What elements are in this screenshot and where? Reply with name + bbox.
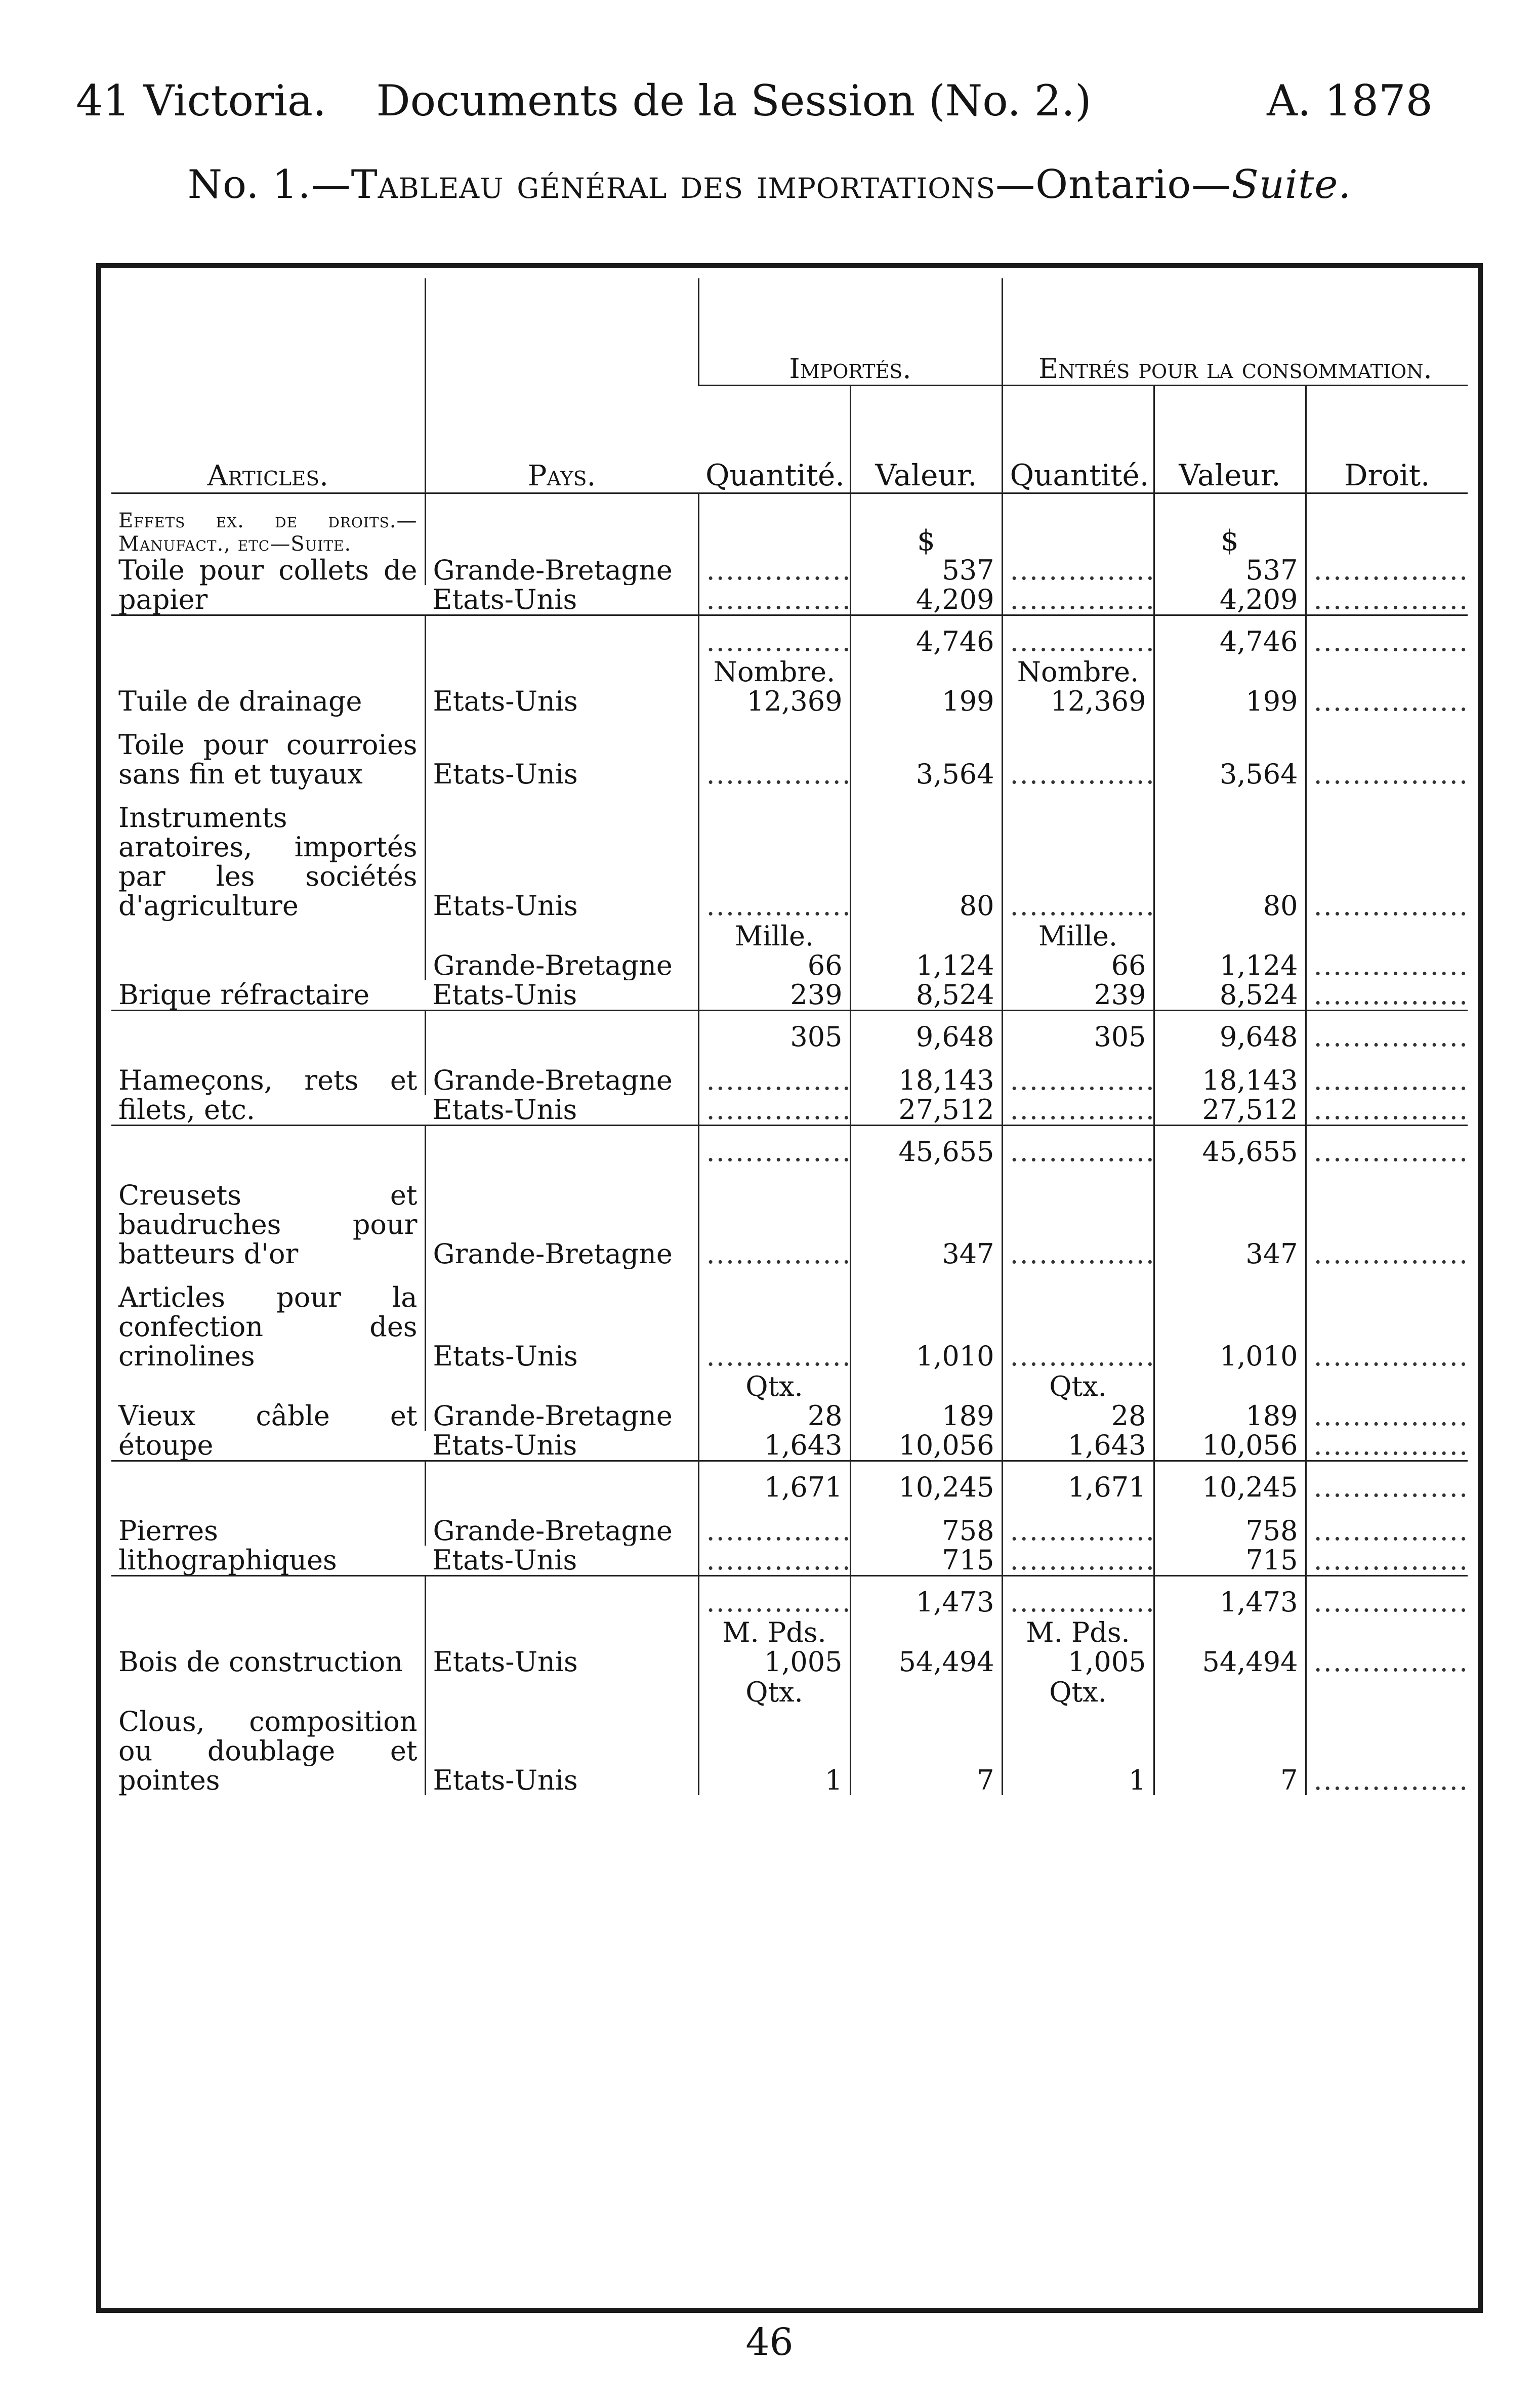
qty-cell: 1 (698, 1707, 850, 1795)
col-importes: Importés. (698, 278, 1002, 386)
col-entres: Entrés pour la consommation. (1002, 278, 1468, 386)
table-frame (96, 263, 1483, 2313)
value-cell: 1,010 (1154, 1283, 1306, 1371)
qty-cell: 1,005 (1002, 1647, 1154, 1677)
header-session-year: 41 Victoria. (76, 76, 326, 126)
pays-label: Grande-Bretagne (425, 1401, 698, 1431)
pays-label: Etats-Unis (425, 730, 698, 789)
total-cell: 45,655 (850, 1126, 1002, 1167)
value-cell: 27,512 (850, 1095, 1002, 1126)
pays-label: Etats-Unis (432, 1431, 577, 1461)
pays-label: Grande-Bretagne (425, 1181, 698, 1269)
value-cell: 199 (1154, 687, 1306, 716)
col-droit: Droit. (1306, 386, 1468, 493)
value-cell: 4,209 (850, 585, 1002, 615)
qty-cell: 28 (1002, 1401, 1154, 1431)
value-cell: 7 (850, 1707, 1002, 1795)
table-title (0, 162, 1539, 207)
total-cell: 1,671 (1002, 1461, 1154, 1503)
value-cell: 715 (1154, 1546, 1306, 1576)
qty-cell: 1,643 (698, 1431, 850, 1461)
pays-label: Etats-Unis (432, 585, 577, 615)
article-creusets: Creusets et baudruches pour batteurs d'or (118, 1179, 418, 1270)
qty-cell: 66 (698, 951, 850, 980)
qty-cell: 1 (1002, 1707, 1154, 1795)
value-cell: 80 (1154, 803, 1306, 921)
value-cell: 715 (850, 1546, 1002, 1576)
total-cell: 1,473 (850, 1576, 1002, 1617)
col-pays: Pays. (425, 278, 698, 493)
pays-label: Etats-Unis (425, 1647, 698, 1677)
qty-cell: 28 (698, 1401, 850, 1431)
value-cell: 1,010 (850, 1283, 1002, 1371)
article-hamecons: Hameçons, rets et filets, etc. (118, 1064, 418, 1126)
value-cell: 758 (850, 1516, 1002, 1546)
col-importes-quantite: Quantité. (698, 386, 850, 493)
value-cell: 1,124 (1154, 951, 1306, 980)
unit-label: Nombre. (698, 656, 850, 687)
value-cell: 3,564 (1154, 730, 1306, 789)
value-cell: 10,056 (1154, 1431, 1306, 1461)
pays-label: Etats-Unis (425, 1283, 698, 1371)
value-cell: 347 (850, 1181, 1002, 1269)
unit-label: Mille. (698, 921, 850, 951)
qty-cell: 1,643 (1002, 1431, 1154, 1461)
header-year: A. 1878 (1267, 76, 1433, 126)
total-cell: 9,648 (850, 1011, 1002, 1052)
total-cell: 1,671 (698, 1461, 850, 1503)
value-cell: 537 (1154, 556, 1306, 585)
total-cell: 10,245 (1154, 1461, 1306, 1503)
qty-cell: 12,369 (1002, 687, 1154, 716)
article-cable: Vieux câble et étoupe (118, 1400, 418, 1461)
value-cell: 1,124 (850, 951, 1002, 980)
total-cell: 45,655 (1154, 1126, 1306, 1167)
total-cell: 4,746 (1154, 615, 1306, 657)
pays-label: Etats-Unis (432, 1095, 577, 1126)
imports-table (111, 278, 1468, 1795)
article-bois: Bois de construction (118, 1646, 403, 1678)
value-cell: 189 (1154, 1401, 1306, 1431)
article-toile-collets: Toile pour collets de papier (118, 554, 418, 615)
article-tuile: Tuile de drainage (118, 685, 362, 717)
col-articles: Articles. (111, 278, 425, 493)
total-cell: 1,473 (1154, 1576, 1306, 1617)
total-cell: 4,746 (850, 615, 1002, 657)
value-cell: 4,209 (1154, 585, 1306, 615)
qty-cell: 239 (698, 980, 850, 1011)
qty-cell: 66 (1002, 951, 1154, 980)
unit-label: Qtx. (698, 1371, 850, 1401)
value-cell: 10,056 (850, 1431, 1002, 1461)
value-cell: 189 (850, 1401, 1002, 1431)
article-brique: Brique réfractaire (118, 979, 370, 1011)
total-cell: 305 (1002, 1011, 1154, 1052)
pays-label: Grande-Bretagne (425, 556, 698, 585)
pays-label: Etats-Unis (425, 803, 698, 921)
pays-label: Etats-Unis (432, 980, 577, 1011)
value-cell: 27,512 (1154, 1095, 1306, 1126)
col-entres-quantite: Quantité. (1002, 386, 1154, 493)
page-number: 46 (745, 2320, 794, 2364)
unit-label: Qtx. (1002, 1677, 1154, 1707)
qty-cell: 239 (1002, 980, 1154, 1011)
value-cell: 18,143 (850, 1066, 1002, 1095)
currency-entres: $ (1154, 493, 1306, 556)
title-main: Tableau général des importations (351, 162, 996, 207)
total-cell: 305 (698, 1011, 850, 1052)
col-importes-valeur: Valeur. (850, 386, 1002, 493)
value-cell: 3,564 (850, 730, 1002, 789)
total-cell: 10,245 (850, 1461, 1002, 1503)
value-cell: 8,524 (1154, 980, 1306, 1011)
unit-label: M. Pds. (698, 1617, 850, 1647)
article-clous: Clous, composition ou doublage et pointes (118, 1706, 418, 1796)
value-cell: 80 (850, 803, 1002, 921)
article-instruments: Instruments aratoires, importés par les sociétés d'agriculture (118, 802, 418, 922)
unit-label: Qtx. (698, 1677, 850, 1707)
unit-label: M. Pds. (1002, 1617, 1154, 1647)
value-cell: 758 (1154, 1516, 1306, 1546)
qty-cell: 12,369 (698, 687, 850, 716)
section-label: Effets ex. de droits.—Manufact., etc—Suite. (118, 509, 418, 556)
article-crinolines: Articles pour la confection des crinolines (118, 1281, 418, 1372)
value-cell: 7 (1154, 1707, 1306, 1795)
pays-label: Etats-Unis (432, 1546, 577, 1576)
pays-label: Etats-Unis (425, 687, 698, 716)
unit-label: Nombre. (1002, 656, 1154, 687)
unit-label: Qtx. (1002, 1371, 1154, 1401)
value-cell: 54,494 (1154, 1647, 1306, 1677)
value-cell: 537 (850, 556, 1002, 585)
value-cell: 18,143 (1154, 1066, 1306, 1095)
pays-label: Grande-Bretagne (425, 1066, 698, 1095)
total-cell: 9,648 (1154, 1011, 1306, 1052)
unit-label: Mille. (1002, 921, 1154, 951)
title-suffix: Suite. (1231, 162, 1352, 207)
article-pierres: Pierres lithographiques (118, 1515, 337, 1576)
title-region: —Ontario— (995, 162, 1232, 207)
currency-importes: $ (850, 493, 1002, 556)
pays-label: Etats-Unis (425, 1707, 698, 1795)
value-cell: 199 (850, 687, 1002, 716)
col-entres-valeur: Valeur. (1154, 386, 1306, 493)
value-cell: 8,524 (850, 980, 1002, 1011)
pays-label: Grande-Bretagne (425, 1516, 698, 1546)
title-prefix: No. 1.— (187, 162, 351, 207)
pays-label: Grande-Bretagne (425, 951, 698, 980)
qty-cell: 1,005 (698, 1647, 850, 1677)
value-cell: 347 (1154, 1181, 1306, 1269)
article-toile-courroies: Toile pour courroies sans fin et tuyaux (118, 729, 418, 790)
value-cell: 54,494 (850, 1647, 1002, 1677)
header-document-title: Documents de la Session (No. 2.) (376, 76, 1092, 126)
